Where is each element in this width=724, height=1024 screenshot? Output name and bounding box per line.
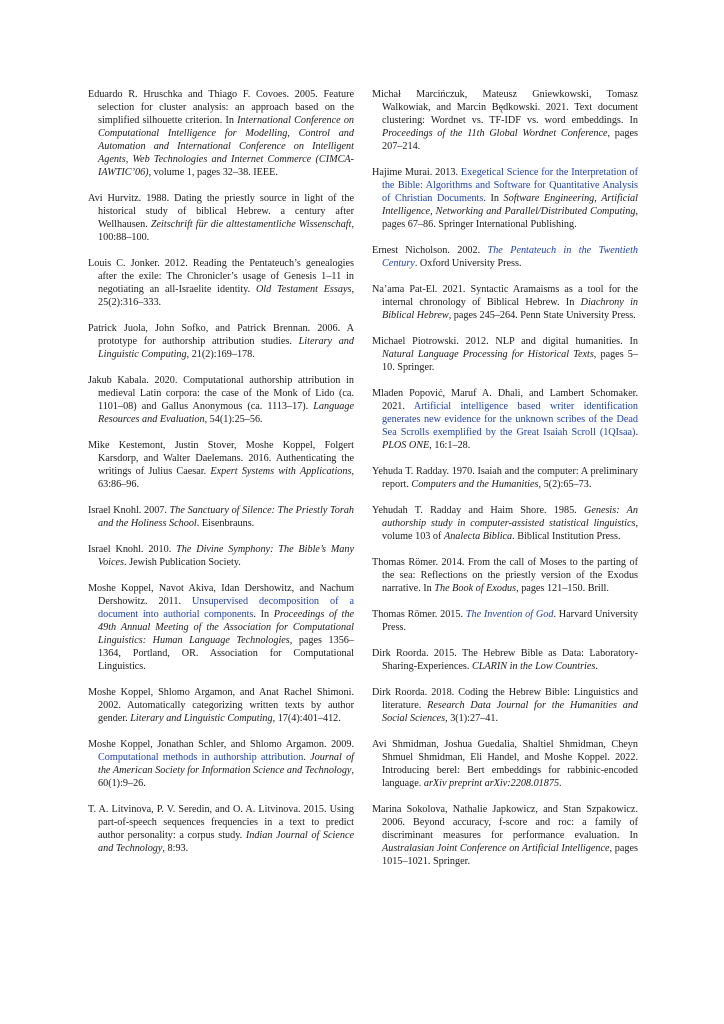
reference-entry: Mladen Popović, Maruf A. Dhali, and Lambert Schomaker. 2021. Artificial intelligence based writer identification generates new evidence for the unknown scribes of the Dead Sea Scrolls exemplified by the Great Isaiah Scroll (1QIsaa). PLOS ONE, 16:1–28. (372, 388, 638, 451)
reference-link[interactable]: The Pentateuch in the Twentieth Century (382, 245, 639, 269)
reference-entry: Yehuda T. Radday. 1970. Isaiah and the computer: A preliminary report. Computers and the Humanities, 5(2):65–73. (372, 466, 638, 490)
reference-link[interactable]: Unsupervised decomposition of a document into authorial components (98, 596, 354, 620)
reference-entry: Thomas Römer. 2015. The Invention of God. Harvard University Press. (372, 609, 638, 633)
reference-entry: Moshe Koppel, Shlomo Argamon, and Anat Rachel Shimoni. 2002. Automatically categorizing written texts by author gender. Literary and Linguistic Computing, 17(4):401–412. (88, 687, 354, 724)
reference-entry: Avi Hurvitz. 1988. Dating the priestly source in light of the historical study of biblical Hebrew. a century after Wellhausen. Zeitschrift für die alttestamentliche Wissenschaft, 100:88–100. (88, 193, 354, 243)
reference-entry: Dirk Roorda. 2015. The Hebrew Bible as Data: Laboratory-Sharing-Experiences. CLARIN in the Low Countries. (372, 648, 638, 672)
reference-entry: Israel Knohl. 2010. The Divine Symphony: The Bible’s Many Voices. Jewish Publication Society. (88, 544, 355, 568)
reference-entry: T. A. Litvinova, P. V. Seredin, and O. A. Litvinova. 2015. Using part-of-speech sequences frequencies in a text to predict author personality: a corpus study. Indian Journal of Science and Technology, 8:93. (88, 804, 355, 854)
reference-entry: Marina Sokolova, Nathalie Japkowicz, and Stan Szpakowicz. 2006. Beyond accuracy, f-score and roc: a family of discriminant measures for performance evaluation. In Australasian Joint Conference on Artificial Intelligence, pages 1015–1021. Springer. (372, 804, 638, 867)
reference-entry: Moshe Koppel, Navot Akiva, Idan Dershowitz, and Nachum Dershowitz. 2011. Unsupervised decomposition of a document into authorial components. In Proceedings of the 49th Annual Meeting of the Association for Computational Linguistics: Human Language Technologies, pages 1356–1364, Portland, OR. Association for Computational Linguistics. (88, 583, 354, 672)
reference-link[interactable]: Exegetical Science for the Interpretation of the Bible: Algorithms and Software for Quantitative Analysis of Christian Documents (382, 167, 638, 204)
reference-entry: Ernest Nicholson. 2002. The Pentateuch in the Twentieth Century. Oxford University Press. (372, 245, 639, 269)
reference-link[interactable]: The Invention of God (465, 609, 554, 620)
reference-entry: Michał Marcińczuk, Mateusz Gniewkowski, Tomasz Walkowiak, and Marcin Będkowski. 2021. Text document clustering: Wordnet vs. TF-IDF vs. word embeddings. In Proceedings of the 11th Global Wordnet Conference, pages 207–214. (372, 89, 638, 152)
reference-link[interactable]: Artificial intelligence based writer identification generates new evidence for the unknown scribes of the Dead Sea Scrolls exemplified by the Great Isaiah Scroll (1QIsaa) (382, 401, 638, 438)
left-reference-column (88, 88, 354, 855)
reference-entry: Hajime Murai. 2013. Exegetical Science for the Interpretation of the Bible: Algorithms and Software for Quantitative Analysis of Christian Documents. In Software Engineering, Artificial Intelligence, Networking and Parallel/Distributed Computing, pages 67–86. Springer International Publishing. (372, 167, 638, 230)
reference-entry: Yehudah T. Radday and Haim Shore. 1985. Genesis: An authorship study in computer-assisted statistical linguistics, volume 103 of Analecta Biblica. Biblical Institution Press. (372, 505, 638, 542)
reference-entry: Avi Shmidman, Joshua Guedalia, Shaltiel Shmidman, Cheyn Shmuel Shmidman, Eli Handel, and Moshe Koppel. 2022. Introducing berel: Bert embeddings for rabbinic-encoded language. arXiv preprint arXiv:2208.01875. (372, 739, 638, 789)
reference-entry: Eduardo R. Hruschka and Thiago F. Covoes. 2005. Feature selection for cluster analysis: an approach based on the simplified silhouette criterion. In International Conference on Computational Intelligence for Modelling, Control and Automation and International Conference on Intelligent Agents, Web Technologies and Internet Commerce (CIMCA-IAWTIC’06), volume 1, pages 32–38. IEEE. (88, 89, 355, 178)
reference-entry: Israel Knohl. 2007. The Sanctuary of Silence: The Priestly Torah and the Holiness School. Eisenbrauns. (88, 505, 355, 529)
reference-link[interactable]: Computational methods in authorship attribution (98, 752, 304, 763)
reference-entry: Patrick Juola, John Sofko, and Patrick Brennan. 2006. A prototype for authorship attribution studies. Literary and Linguistic Computing, 21(2):169–178. (88, 323, 354, 360)
reference-entry: Mike Kestemont, Justin Stover, Moshe Koppel, Folgert Karsdorp, and Walter Daelemans. 2016. Authenticating the writings of Julius Caesar. Expert Systems with Applications, 63:86–96. (88, 440, 355, 490)
reference-entry: Dirk Roorda. 2018. Coding the Hebrew Bible: Linguistics and literature. Research Data Journal for the Humanities and Social Sciences, 3(1):27–41. (372, 687, 639, 724)
reference-entry: Moshe Koppel, Jonathan Schler, and Shlomo Argamon. 2009. Computational methods in authorship attribution. Journal of the American Society for Information Science and Technology, 60(1):9–26. (88, 739, 355, 789)
reference-entry: Na’ama Pat-El. 2021. Syntactic Aramaisms as a tool for the internal chronology of Biblical Hebrew. In Diachrony in Biblical Hebrew, pages 245–264. Penn State University Press. (372, 284, 638, 321)
reference-entry: Thomas Römer. 2014. From the call of Moses to the parting of the sea: Reflections on the priestly version of the Exodus narrative. In The Book of Exodus, pages 121–150. Brill. (372, 557, 638, 594)
reference-entry: Michael Piotrowski. 2012. NLP and digital humanities. In Natural Language Processing for Historical Texts, pages 5–10. Springer. (372, 336, 638, 373)
reference-entry: Louis C. Jonker. 2012. Reading the Pentateuch’s genealogies after the exile: The Chronicler’s usage of Genesis 1–11 in negotiating an all-Israelite identity. Old Testament Essays, 25(2):316–333. (88, 258, 354, 308)
right-reference-column (372, 88, 638, 868)
reference-entry: Jakub Kabala. 2020. Computational authorship attribution in medieval Latin corpora: the case of the Monk of Lido (ca. 1101–08) and Gallus Anonymous (ca. 1113–17). Language Resources and Evaluation, 54(1):25–56. (88, 375, 354, 425)
